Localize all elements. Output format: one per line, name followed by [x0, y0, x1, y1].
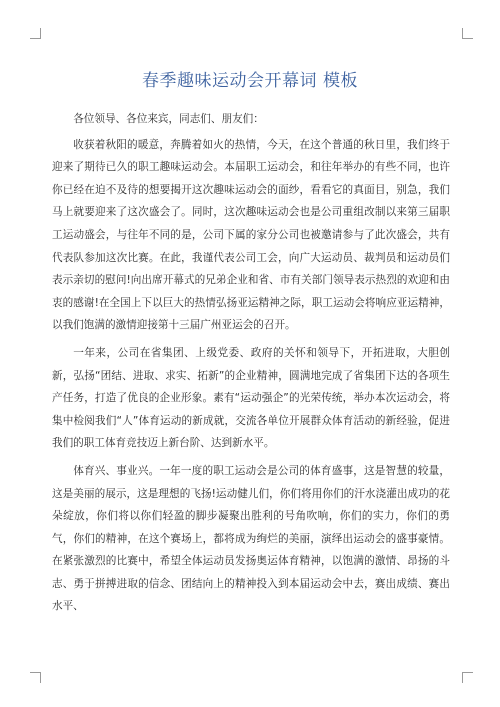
paragraph: 一年来，公司在省集团、上级党委、政府的关怀和领导下，开拓进取，大胆创新，弘扬“团结、进取、求实、拓新”的企业精神，圆满地完成了省集团下达的各项生产任务，打造了优良的企业形象。素有“运动强企”的光荣传统，举办本次运动会，将集中检阅我们“人”体育运动的新成就，交流各单位开展群众体育活动的新经验，促进我们的职工体育竞技迈上新台阶、达到新水平。 [52, 346, 450, 450]
paragraph: 收获着秋阳的暖意，奔腾着如火的热情，今天，在这个普通的秋日里，我们终于迎来了期待已久的职工趣味运动会。本届职工运动会，和往年举办的有些不同，也许你已经在迫不及待的想要揭开这次趣味运动会的面纱，看看它的真面目，别急，我们马上就要迎来了这次盛会了。同时，这次趣味运动会也是公司重组改制以来第三届职工运动盛会，与往年不同的是，公司下属的家分公司也被邀请参与了此次盛会，共有代表队参加这次比赛。在此，我谨代表公司工会，向广大运动员、裁判员和运动员们表示亲切的慰问!向出席开幕式的兄弟企业和省、市有关部门领导表示热烈的欢迎和由衷的感谢!在全国上下以巨大的热情弘扬亚运精神之际，职工运动会将响应亚运精神，以我们饱满的激情迎接第十三届广州亚运会的召开。 [52, 138, 450, 332]
crop-mark-bottom-left [30, 672, 41, 683]
crop-mark-top-right [462, 28, 473, 39]
crop-mark-bottom-right [462, 672, 473, 683]
paragraph-greeting: 各位领导、各位来宾，同志们、朋友们： [73, 113, 264, 125]
document-body [52, 108, 450, 623]
document-title: 春季趣味运动会开幕词 模板 [142, 71, 358, 91]
paragraph: 体育兴、事业兴。一年一度的职工运动会是公司的体育盛事，这是智慧的较量，这是美丽的展示，这是理想的飞扬!运动健儿们，你们将用你们的汗水浇灌出成功的花朵绽放，你们将以你们轻盈的脚步凝聚出胜利的号角吹响，你们的实力，你们的勇气，你们的精神，在这个赛场上，都将成为绚烂的美丽，演绎出运动会的盛事豪情。在紧张激烈的比赛中，希望全体运动员发扬奥运体育精神，以饱满的激情、昂扬的斗志、勇于拼搏进取的信念、团结向上的精神投入到本届运动会中去，赛出成绩、赛出水平、 [52, 464, 450, 613]
crop-mark-top-left [30, 28, 41, 39]
